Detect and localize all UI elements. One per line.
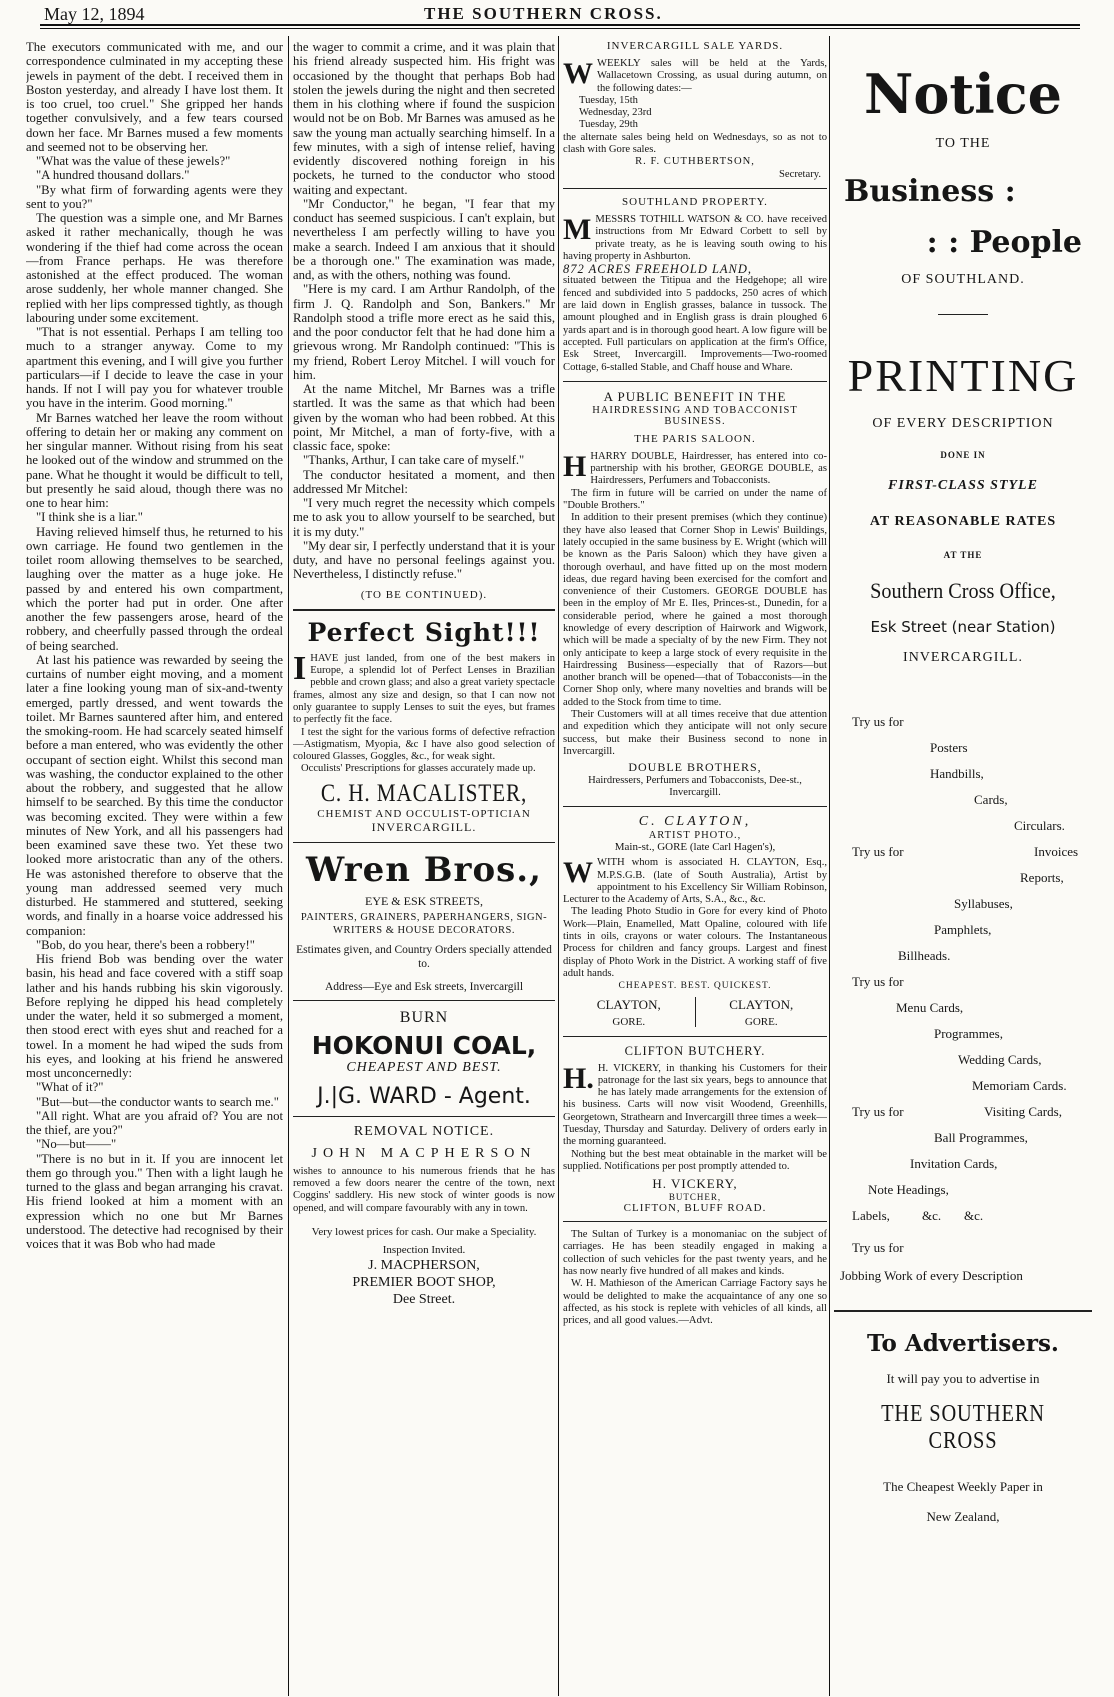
printing-rates: AT REASONABLE RATES [869,514,1057,529]
sale-yards-ad [563,40,827,181]
story-paragraph: "That is not essential. Perhaps I am telling too much to a stranger anyway. Come to my apartment this evening, and I will give you further particulars—if I decide to leave the case in your hands. If not I will pay you for whatever trouble you have in the interim. Good morning." [26,325,283,411]
masthead: THE SOUTHERN CROSS. [424,4,663,23]
clifton-butchery-ad [563,1044,827,1215]
story-paragraph: "No—but——" [36,1137,117,1152]
clayton-title: C. CLAYTON, [638,814,752,830]
divider [563,806,827,807]
story-paragraph: the wager to commit a crime, and it was plain that his friend already suspected him. His fright was occasioned by the thought that perhaps Bob had stolen the jewels during the night and then secreted them in his clothing where if found the suspicion would not be on Bob. Mr Barnes was amused as he saw the young man actually searching himself. In a few minutes, with a sigh of intense relief, having evidently discovered nothing foreign in his pockets, he turned to the conductor who stood waiting and expectant. [293,40,555,197]
removal-prices: Very lowest prices for cash. Our make a Speciality. [311,1225,537,1238]
print-item: Ball Programmes, [934,1130,1028,1145]
story-paragraph: "There is no but in it. If you are innocent let them go through you." Then with a light laugh he turned to the glass and began arranging his cravat. His friend looked at him a moment with an expression which no one but Mr Barnes understood. The detective had recognised by their voices that it was Bob who had made [26,1151,283,1251]
southland-body [563,214,827,374]
advertisers-title: To Advertisers. [867,1330,1059,1357]
public-benefit-ad [563,389,827,799]
sale-yards-text: WEEKLY sales will be held at the Yards, Wallacetown Crossing, as usual during autumn, on the following dates:— [597,58,827,94]
clayton-text: WITH whom is associated H. CLAYTON, Esq., M.P.S.G.B. (late of South Australia), Artist by appointment to his Excellency Sir William Robinson, Lecturer to the Academy of Arts, S.A., &c., &c. [563,857,827,906]
sale-date: Tuesday, 29th [579,119,638,131]
story-paragraph: Having relieved himself thus, he returned to his own carriage. He found two gentlemen in the toilet room allowing themselves to be searched, laughing over the matter as a huge joke. He passed by and entered his own compartment, which the porter had put in order. One after another the few passengers arose, heard of the robbery, and cheerfully passed through the ordeal of being searched. [26,524,283,653]
try-us-for: Try us for [852,844,904,859]
story-paragraph: "But—but—the conductor wants to search me." [36,1094,279,1109]
print-item: Note Headings, [868,1182,949,1197]
printing-at: AT THE [943,550,983,560]
column-rule-3 [829,36,830,1696]
wren-address: EYE & ESK STREETS, [364,893,483,908]
removal-text: wishes to announce to his numerous friends that he has removed a few doors nearer the centre of the town, next Coggins' saddlery. His new stock of winter goods is now opened, and will compare favourably with any in town. [293,1165,555,1214]
perfect-sight-text-2: I test the sight for the various forms of defective refraction—Astigmatism, Myopia, &c I have also good selection of coloured Glasses, Goggles, &c., for weak sight. [293,726,555,763]
story-paragraph: The executors communicated with me, and our correspondence culminated in my accepting these jewels in payment of the debt. I received them in Boston yesterday, and already I have lost them. It is too cruel, too cruel." She gripped her hands together convulsively, and a few tears coursed down her face. Mr Barnes mused a few moments and seemed not to be observing her. [26,40,283,154]
print-item: Cards, [974,792,1008,807]
clayton-sign-town: GORE. [612,1015,646,1028]
story-paragraph: "Mr Conductor," he began, "I fear that my conduct has seemed suspicious. I can't explain, but nevertheless I am perfectly willing to have you make a search. Indeed I am anxious that it should be a thorough one." The examination was made, and, as with the others, nothing was found. [293,196,555,282]
short-rule [938,314,988,315]
story-paragraph: "A hundred thousand dollars." [36,168,190,183]
perfect-sight-text: HAVE just landed, from one of the best makers in Europe, a splendid lot of Perfect Lenses in Brazilian pebble and crown glass; and also a great variety spectacle frames, almost any size and design, so that I can now not only guarantee to supply Lenses to suit the eyes, but frames to perfectly fit the face. [293,652,555,726]
wren-estimates: Estimates given, and Country Orders specially attended to. [296,943,552,970]
cheapest-paper: The Cheapest Weekly Paper in [883,1479,1043,1494]
perfect-sight-text-3: Occulists' Prescriptions for glasses accurately made up. [301,763,536,775]
to-be-continued: (TO BE CONTINUED). [360,588,488,601]
clayton-body [563,857,827,992]
macalister-name: C. H. MACALISTER, [320,779,528,807]
perfect-sight-body [293,649,555,776]
clayton-sign-name: CLAYTON, [729,996,794,1012]
removal-shop: PREMIER BOOT SHOP, [352,1274,496,1290]
story-paragraph: "Here is my card. I am Arthur Randolph, of the firm J. Q. Randolph and Son, Bankers." Mr Randolph stood a trifle more erect as he said this, and the poor conductor felt that he had done him a grievous wrong. Mr Randolph continued: "This is my friend, Robert Leroy Mitchel. I will vouch for him. [293,282,555,382]
drop-cap-w: W [563,57,593,90]
notice-to-the: TO THE [935,136,991,151]
print-item: Circulars. [1014,818,1065,833]
benefit-text-3: In addition to their present premises (which they continue) they have also leased that Corner Shop in Lewis' Buildings, lately occupied in the same business by E. Wright (which will be known as the Paris Saloon) which they have given a thorough overhaul, and have fitted up on the most modern ideas, due regard having been exercised for the comfort and convenience of their Customers. GEORGE DOUBLE has been in the employ of Mr E. Iles, Princes-st., Dunedin, for a considerable period, where he gained a most thorough knowledge of every description of Hairwork and Wigwork, which will be made a specialty of by the new Firm. They not only anticipate to keep a large stock of every requisite in the Hairdressing Business—especially that of Razors—but another branch will be opened—that of Tobacconists—in the Corner Shop only, where many novelties and brands will be added to the Stock from time to time. [563,512,827,708]
notice-business: Business : [844,174,1016,209]
clayton-sign-town: GORE. [744,1015,778,1028]
perfect-sight-ad [293,618,555,835]
removal-name: JOHN MACPHERSON [311,1145,537,1161]
story-paragraph: "I very much regret the necessity which compels me to ask you to allow yourself to be searched, but it is my duty." [293,496,555,539]
column-rule-1 [288,36,289,1696]
story-paragraph: The question was a simple one, and Mr Barnes asked it rather mechanically, though he was wondering if the thief had come across the ocean—from France perhaps. He was therefore astonished at the effect produced. The woman arose suddenly, her whole manner changed. She replied with her lips compressed tightly, as though labouring under some excitement. [26,211,283,325]
clifton-trade: BUTCHER, [668,1192,722,1203]
clayton-sign-name: CLAYTON, [596,996,661,1012]
clayton-text-2: The leading Photo Studio in Gore for every kind of Photo Work—Plain, Enamelled, Matt Opaline, coloured with life tints in oils, crayons or water colours. The Instantaneous Process for children and fancy groups. Largest and finest display of Photo Work in the District. A working staff of five adult hands. [563,906,827,979]
divider [293,842,555,843]
sale-yards-secretary: Secretary. [779,168,821,180]
benefit-sign: DOUBLE BROTHERS, [628,760,762,775]
macalister-role: CHEMIST AND OCCULIST-OPTICIAN [317,807,531,820]
benefit-text-4: Their Customers will at all times receive that due attention and expedition which they anticipate will not only secure success, but make their Business second to none in Invercargill. [563,709,827,757]
sale-yards-title: INVERCARGILL SALE YARDS. [606,40,784,52]
clayton-sign-right [696,997,828,1029]
try-us-for: Try us for [852,714,904,729]
office-address: Esk Street (near Station) [870,618,1056,636]
sale-yards-sign: R. F. CUTHBERTSON, [635,156,755,168]
print-item: Invitation Cards, [910,1156,998,1171]
clayton-signatures [563,997,827,1029]
divider [293,1116,555,1117]
hokonui-coal-ad [293,1009,555,1109]
story-paragraph: His friend Bob was bending over the water basin, his head and face covered with a stiff soap lather and his hands rubbing his skin vigorously. Before replying he dipped his head completely under the water, held it so submerged a moment, then stood erect with eyes shut and reached for a towel. In a moment he had wiped the suds from his eyes, and looking at his friend he answered most unconcernedly: [26,952,283,1080]
clifton-text: H. VICKERY, in thanking his Customers for their patronage for the last six years, begs to announce that he has lately made arrangements for the extension of his business. Carts will now visit Woodend, Greenhills, Georgetown, Strathearn and Invercargill three times a week—Tuesday, Thursday and Saturday. Delivery of orders early in the morning guaranteed. [563,1062,827,1148]
removal-inspection: Inspection Invited. [382,1243,466,1256]
story-paragraph: "By what firm of forwarding agents were they sent to you?" [26,182,283,211]
sale-yards-note: the alternate sales being held on Wednesdays, so as not to clash with Gore sales. [563,131,827,156]
clifton-body [563,1063,827,1174]
divider [563,1221,827,1222]
try-us-for: Try us for [852,1104,904,1119]
issue-date: May 12, 1894 [44,4,145,24]
removal-sign: J. MACPHERSON, [368,1257,480,1273]
story-continuation [293,40,555,602]
print-item: &c. [922,1208,942,1223]
southland-title: SOUTHLAND PROPERTY. [622,195,768,208]
clifton-text-2: Nothing but the best meat obtainable in the market will be supplied. Notifications per post promptly attended to. [563,1148,827,1172]
notice-southland: OF SOUTHLAND. [901,272,1025,287]
sale-date: Wednesday, 23rd [579,107,652,119]
printing-done: DONE IN [940,450,986,460]
divider [293,609,555,611]
story-paragraph: "What of it?" [36,1080,104,1095]
southland-property-ad [563,196,827,374]
macalister-town: INVERCARGILL. [371,819,477,834]
print-item: Menu Cards, [896,1000,964,1015]
story-paragraph: "Thanks, Arthur, I can take care of myself." [303,453,525,468]
drop-cap-h: H. [563,1061,594,1095]
southland-acres: 872 ACRES FREEHOLD LAND, [563,262,753,277]
print-item: Posters [930,740,968,755]
jobbing-work: Jobbing Work of every Description [840,1268,1023,1283]
benefit-sub: HAIRDRESSING AND TOBACCONIST BUSINESS. [592,404,798,427]
clayton-address: Main-st., GORE (late Carl Hagen's), [614,841,776,854]
clifton-address: CLIFTON, BLUFF ROAD. [623,1202,767,1215]
sale-yards-body [563,58,827,181]
wren-trades: PAINTERS, GRAINERS, PAPERHANGERS, SIGN-WRITERS & HOUSE DECORATORS. [300,911,548,936]
drop-cap-m: M [563,212,592,246]
divider [563,1036,827,1037]
removal-body [293,1166,555,1215]
try-us-for: Try us for [852,1240,904,1255]
notice-people: : : People [926,225,1082,260]
print-item: Billheads. [898,948,951,963]
removal-street: Dee Street. [392,1291,456,1307]
clayton-sub: ARTIST PHOTO., [648,830,742,842]
divider [563,381,827,382]
story-paragraph: At the name Mitchel, Mr Barnes was a trifle startled. It was the same as that which had been given by the woman who had been robbed. At this point, Mr Mitchel, a man of forty-five, with a classic face, spoke: [293,382,555,453]
southern-cross-logo: THE SOUTHERN CROSS [881,1401,1045,1454]
divider [293,1000,555,1001]
print-item: Wedding Cards, [958,1052,1042,1067]
print-item: Syllabuses, [954,896,1013,911]
story-paragraph: "All right. What are you afraid of? You are not the thief, are you?" [26,1108,283,1137]
benefit-text: HARRY DOUBLE, Hairdresser, has entered into co-partnership with his brother, GEORGE DOUBLE, as Hairdressers, Perfumers and Tobacconists. [590,450,827,487]
burn-label: BURN [399,1008,449,1026]
hokonui-agent: J.|G. WARD - Agent. [317,1083,531,1109]
story-paragraph: At last his patience was rewarded by seeing the curtains of number eight moving, and a moment later a fine looking young man of six-and-twenty emerged, partly dressed, and went towards the toilet. Mr Barnes sauntered after him, and entered the smoking-room. He had scarcely seated himself before a man entered, who was evidently the other occupant of section eight. Whilst this second man was washing, the conductor explained to the other about the robbery, and suggested that he allow himself to be searched. By this time the conductor was becoming excited. They were within a few minutes of New York, and all his passengers had been examined save these two. Yet these two looked more aristocratic than any of the others. He was astonished therefore to observe that the young man addressed seemed very much disturbed. He stammered and stuttered, seeking words, and finally in a hoarse voice addressed his companion: [26,652,283,938]
drop-cap-h: H [563,449,587,483]
print-item: Visiting Cards, [984,1104,1062,1119]
print-item: Memoriam Cards. [972,1078,1067,1093]
southland-text: MESSRS TOTHILL WATSON & CO. have received instructions from Mr Edward Corbett to sell by private treaty, as he is leaving south owing to his having property in Ashburton. [563,213,827,262]
header-rule-thin [40,28,1080,29]
notice-title: Notice [863,62,1063,126]
story-paragraph: "I think she is a liar." [36,510,143,525]
wren-bros-ad [293,850,555,993]
divider [834,1310,1092,1312]
clifton-title: CLIFTON BUTCHERY. [624,1043,766,1058]
clayton-motto: CHEAPEST. BEST. QUICKEST. [618,981,772,992]
column-rule-2 [558,36,559,1696]
story-paragraph: Mr Barnes watched her leave the room without offering to detain her or making any comment on her singular manner. Without rising from his seat he looked out of the window and strummed on the pane. What he thought it would be difficult to tell, but presently he said aloud, though there was no one to hear him: [26,410,283,510]
print-item: Pamphlets, [934,922,992,937]
clifton-sign: H. VICKERY, [652,1176,738,1192]
printing-first-class: FIRST-CLASS STYLE [888,478,1038,493]
header-rule [40,24,1080,26]
wren-contact: Address—Eye and Esk streets, Invercargill [324,980,524,993]
printing-title: PRINTING [847,350,1079,401]
print-item: Programmes, [934,1026,1003,1041]
print-items-list [834,714,1092,1234]
hokonui-tagline: CHEAPEST AND BEST. [346,1059,502,1075]
print-item: Invoices [1034,844,1079,859]
story-paragraph: "Bob, do you hear, there's been a robbery!" [36,937,255,952]
printing-every: OF EVERY DESCRIPTION [872,416,1054,431]
story-paragraph: The conductor hesitated a moment, and then addressed Mr Mitchel: [293,467,555,496]
removal-notice-ad [293,1124,555,1308]
wren-title: Wren Bros., [306,849,542,890]
benefit-sign-sub: Hairdressers, Perfumers and Tobacconists, Dee-st., Invercargill. [588,775,802,799]
story-paragraph: "What was the value of these jewels?" [36,154,231,168]
sultan-text: The Sultan of Turkey is a monomaniac on the subject of carriages. He has been steadily engaged in making a collection of such vehicles for the past twenty years, and he has now nearly five hundred of all makes and kinds. [563,1229,827,1278]
perfect-sight-title: Perfect Sight!!! [307,617,541,647]
benefit-title: A PUBLIC BENEFIT IN THE [603,388,787,404]
benefit-text-2: The firm in future will be carried on under the name of "Double Brothers." [563,487,827,512]
advertisers-pay: It will pay you to advertise in [886,1371,1040,1386]
print-item: Reports, [1020,870,1064,885]
try-us-for: Try us for [852,974,904,989]
drop-cap-w: W [563,856,593,890]
hokonui-title: HOKONUI COAL, [311,1030,537,1060]
paris-saloon: THE PARIS SALOON. [634,432,756,445]
office-name: Southern Cross Office, [870,578,1056,603]
story-paragraph: "My dear sir, I perfectly understand that it is your duty, and have no personal feelings against you. Nevertheless, I distinctly refuse." [293,538,555,582]
new-zealand: New Zealand, [926,1509,1000,1524]
column-2 [293,40,555,1695]
sale-date: Tuesday, 15th [579,94,638,106]
clayton-ad [563,814,827,1028]
page-header [44,2,1078,22]
column-4-notice [834,40,1092,1695]
drop-cap-i: I [293,649,307,687]
print-item: &c. [964,1208,984,1223]
sultan-text-2: W. H. Mathieson of the American Carriage Factory says he would be delighted to make the acquaintance of any one so affected, as his stock is replete with vehicles of all kinds, all prices, and all good values.—Advt. [563,1278,827,1327]
print-item: Handbills, [930,766,984,781]
story-column-1 [26,40,283,1695]
print-item: Labels, [852,1208,890,1223]
sultan-paragraph [563,1229,827,1327]
office-town: INVERCARGILL. [903,650,1023,665]
divider [563,188,827,189]
clayton-sign-left [563,997,695,1029]
removal-title: REMOVAL NOTICE. [353,1123,495,1139]
benefit-body [563,451,827,758]
column-3 [563,40,827,1695]
southland-text-2: situated between the Titipua and the Hedgehope; all wire fenced and subdivided into 5 paddocks, 250 acres of which are laid down in English grasses, balance in tussock. The amount ploughed and in English grass is drain ploughed 6 yards apart and is in thorough good heart. A low figure will be accepted. Full particulars on application at the firm's Office, Esk Street, Invercargill. Improvements—Two-roomed Cottage, 6-stalled Stable, and Chaff house and Whare. [563,275,827,373]
